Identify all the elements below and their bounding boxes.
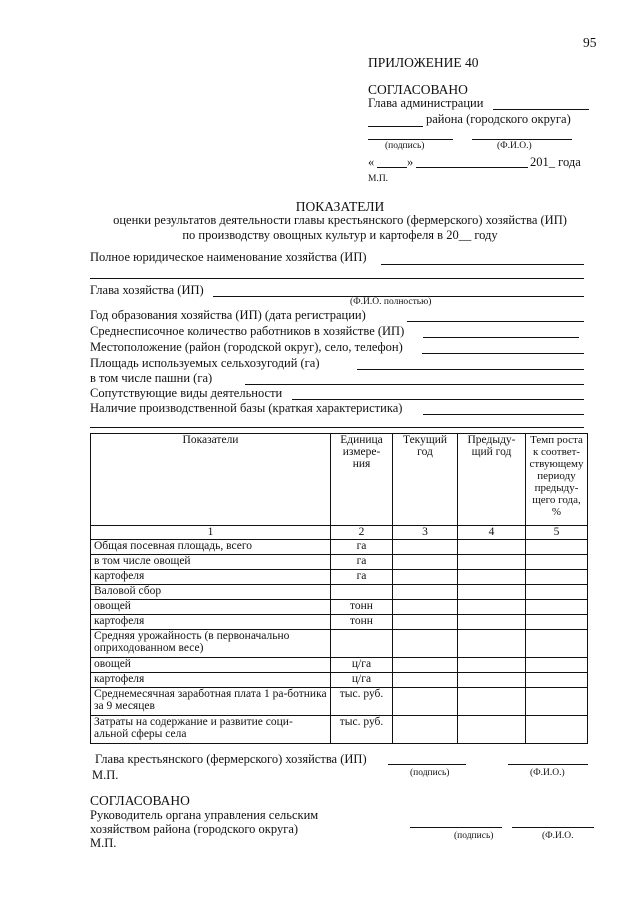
row-label: овощей: [91, 658, 331, 673]
footer-name-caption: (Ф.И.О.): [530, 768, 565, 778]
bottom-name-line: [512, 827, 594, 828]
bottom-signature-line: [410, 827, 502, 828]
row-label: Затраты на содержание и развитие соци-альной сферы села: [91, 716, 331, 744]
name-caption: (Ф.И.О.): [497, 141, 532, 151]
row-unit: ц/га: [331, 673, 393, 688]
document-title: ПОКАЗАТЕЛИ: [295, 199, 385, 214]
table-header-row: [91, 434, 588, 526]
field-full-name-line-2: [90, 278, 584, 279]
row-growth-cell[interactable]: [526, 673, 588, 688]
row-previous-cell[interactable]: [458, 658, 526, 673]
field-year-label: Год образования хозяйства (ИП) (дата регистрации): [90, 308, 366, 322]
row-growth-cell[interactable]: [526, 540, 588, 555]
indicators-table: [90, 433, 588, 744]
field-workers-label: Среднесписочное количество работников в хозяйстве (ИП): [90, 324, 405, 338]
row-previous-cell[interactable]: [458, 673, 526, 688]
row-label: Средняя урожайность (в первоначально оприходованном весе): [91, 630, 331, 658]
col-number: 2: [331, 526, 393, 540]
field-activities-line: [292, 399, 584, 400]
row-unit: га: [331, 555, 393, 570]
table-row: [91, 555, 588, 570]
date-month-line: [416, 167, 528, 168]
field-head-caption: (Ф.И.О. полностью): [350, 297, 432, 307]
row-growth-cell[interactable]: [526, 615, 588, 630]
header-current-year: Текущий год: [393, 434, 458, 526]
row-previous-cell[interactable]: [458, 716, 526, 744]
approval-line-2: района (городского округа): [426, 112, 571, 126]
bottom-name-caption: (Ф.И.О.: [542, 831, 574, 841]
document-subtitle-1: оценки результатов деятельности главы крестьянского (фермерского) хозяйства (ИП): [113, 213, 567, 227]
row-previous-cell[interactable]: [458, 688, 526, 716]
row-growth-cell[interactable]: [526, 570, 588, 585]
approved-heading: СОГЛАСОВАНО: [368, 82, 468, 97]
table-row: [91, 600, 588, 615]
row-unit: тонн: [331, 600, 393, 615]
row-growth-cell[interactable]: [526, 658, 588, 673]
field-arable-line: [245, 384, 584, 385]
col-number: 1: [91, 526, 331, 540]
date-day-line: [377, 167, 407, 168]
footer-signature-line: [388, 764, 466, 765]
table-row: [91, 716, 588, 744]
table-number-row: [91, 526, 588, 540]
footer-name-line: [508, 764, 588, 765]
row-growth-cell[interactable]: [526, 688, 588, 716]
row-previous-cell[interactable]: [458, 600, 526, 615]
field-year-line: [407, 321, 584, 322]
row-previous-cell[interactable]: [458, 570, 526, 585]
row-current-cell[interactable]: [393, 600, 458, 615]
row-current-cell[interactable]: [393, 615, 458, 630]
row-current-cell[interactable]: [393, 716, 458, 744]
row-label: картофеля: [91, 570, 331, 585]
row-current-cell[interactable]: [393, 585, 458, 600]
field-base-line-2: [90, 427, 584, 428]
row-current-cell[interactable]: [393, 570, 458, 585]
row-label: картофеля: [91, 615, 331, 630]
row-growth-cell[interactable]: [526, 585, 588, 600]
bottom-approved-heading: СОГЛАСОВАНО: [90, 793, 190, 808]
col-number: 5: [526, 526, 588, 540]
row-label: овощей: [91, 600, 331, 615]
row-unit: га: [331, 570, 393, 585]
name-line: [472, 139, 572, 140]
table-row: [91, 688, 588, 716]
field-base-label: Наличие производственной базы (краткая характеристика): [90, 401, 403, 415]
row-unit: тыс. руб.: [331, 688, 393, 716]
header-previous-year: Предыду-щий год: [458, 434, 526, 526]
row-label: Общая посевная площадь, всего: [91, 540, 331, 555]
col-number: 3: [393, 526, 458, 540]
field-area-line: [357, 369, 584, 370]
row-growth-cell[interactable]: [526, 600, 588, 615]
bottom-approval-line-1: Руководитель органа управления сельским: [90, 808, 319, 822]
table-row: [91, 673, 588, 688]
footer-stamp-label: М.П.: [92, 768, 119, 782]
table-row: [91, 615, 588, 630]
footer-signature-caption: (подпись): [410, 768, 450, 778]
row-unit: тыс. руб.: [331, 716, 393, 744]
row-label: Валовой сбор: [91, 585, 331, 600]
col-number: 4: [458, 526, 526, 540]
date-close-quote: »: [407, 155, 414, 169]
row-previous-cell[interactable]: [458, 540, 526, 555]
row-current-cell[interactable]: [393, 658, 458, 673]
row-unit: тонн: [331, 615, 393, 630]
field-activities-label: Сопутствующие виды деятельности: [90, 386, 283, 400]
signature-caption: (подпись): [385, 141, 425, 151]
row-current-cell[interactable]: [393, 630, 458, 658]
row-label: в том числе овощей: [91, 555, 331, 570]
table-row: [91, 658, 588, 673]
field-head-label: Глава хозяйства (ИП): [90, 283, 204, 297]
table-row: [91, 630, 588, 658]
table-row: [91, 585, 588, 600]
row-label: Среднемесячная заработная плата 1 ра-ботника за 9 месяцев: [91, 688, 331, 716]
footer-head-label: Глава крестьянского (фермерского) хозяйства (ИП): [95, 752, 367, 766]
page-number: 95: [583, 35, 597, 50]
row-unit: [331, 630, 393, 658]
row-previous-cell[interactable]: [458, 555, 526, 570]
row-current-cell[interactable]: [393, 673, 458, 688]
row-current-cell[interactable]: [393, 555, 458, 570]
field-location-label: Местоположение (район (городской округ), село, телефон): [90, 340, 403, 354]
row-growth-cell[interactable]: [526, 555, 588, 570]
row-unit: [331, 585, 393, 600]
row-unit: ц/га: [331, 658, 393, 673]
header-unit: Единица измере-ния: [331, 434, 393, 526]
date-year: 201_ года: [530, 155, 581, 169]
document-subtitle-2: по производству овощных культур и картофеля в 20__ году: [182, 228, 498, 242]
approval-blank-1: [493, 109, 589, 110]
field-area-label: Площадь используемых сельхозугодий (га): [90, 356, 320, 370]
field-location-line: [422, 353, 584, 354]
row-current-cell[interactable]: [393, 540, 458, 555]
row-previous-cell[interactable]: [458, 585, 526, 600]
date-open-quote: «: [368, 155, 375, 169]
approval-blank-2: [368, 126, 423, 127]
field-full-name-line: [381, 264, 584, 265]
appendix-label: ПРИЛОЖЕНИЕ 40: [368, 55, 479, 70]
row-previous-cell[interactable]: [458, 630, 526, 658]
row-previous-cell[interactable]: [458, 615, 526, 630]
field-full-name-label: Полное юридическое наименование хозяйства (ИП): [90, 250, 367, 264]
row-label: картофеля: [91, 673, 331, 688]
table-row: [91, 540, 588, 555]
header-indicators: Показатели: [91, 434, 331, 526]
field-workers-line: [423, 337, 579, 338]
row-growth-cell[interactable]: [526, 630, 588, 658]
stamp-label: М.П.: [368, 174, 389, 184]
table-row: [91, 570, 588, 585]
row-growth-cell[interactable]: [526, 716, 588, 744]
bottom-signature-caption: (подпись): [454, 831, 494, 841]
header-growth-rate: Темп роста к соответ-ствующему периоду предыду-щего года, %: [526, 434, 588, 526]
row-current-cell[interactable]: [393, 688, 458, 716]
approval-line-1: Глава администрации: [368, 96, 484, 110]
field-base-line: [423, 414, 584, 415]
bottom-stamp-label: М.П.: [90, 836, 117, 850]
field-arable-label: в том числе пашни (га): [90, 371, 213, 385]
bottom-approval-line-2: хозяйством района (городского округа): [90, 822, 299, 836]
signature-line: [368, 139, 453, 140]
row-unit: га: [331, 540, 393, 555]
